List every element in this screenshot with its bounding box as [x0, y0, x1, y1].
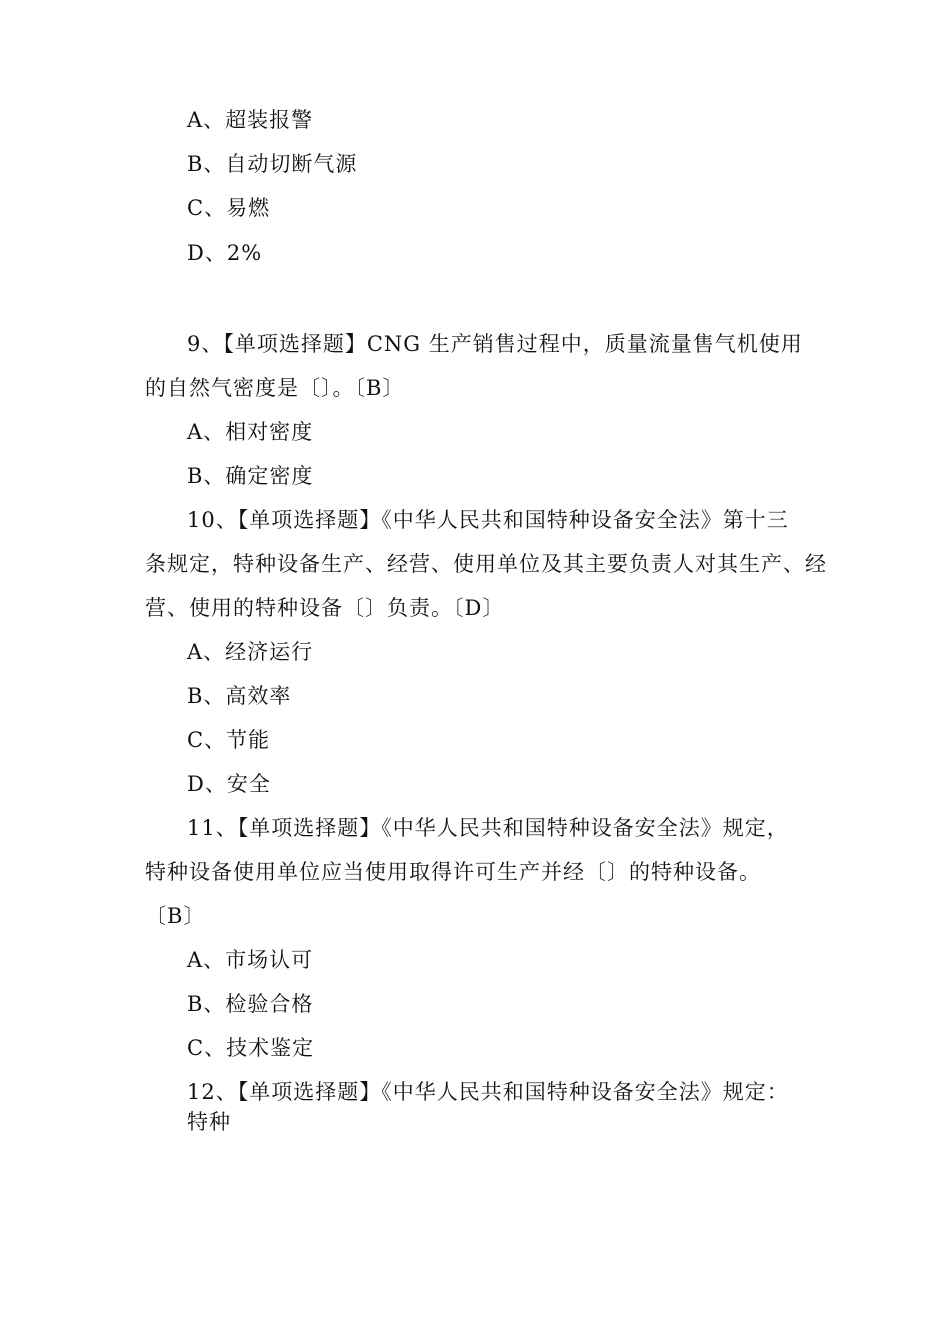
q9-stem-line-1: 9、【单项选择题】CNG 生产销售过程中，质量流量售气机使用 — [187, 332, 803, 356]
q11-stem-line-3: 〔B〕 — [145, 904, 206, 928]
q11-option-b: B、检验合格 — [187, 992, 314, 1016]
q9-stem-line-2: 的自然气密度是〔〕。〔B〕 — [145, 376, 405, 400]
q10-stem-line-1: 10、【单项选择题】《中华人民共和国特种设备安全法》第十三 — [187, 508, 789, 532]
q9-option-b: B、确定密度 — [187, 464, 314, 488]
q9-option-a: A、相对密度 — [187, 420, 314, 444]
q11-option-a: A、市场认可 — [187, 948, 314, 972]
q12-stem-line-1: 12、【单项选择题】《中华人民共和国特种设备安全法》规定： — [187, 1080, 789, 1104]
q8-option-d: D、2% — [187, 241, 263, 265]
q11-stem-line-2: 特种设备使用单位应当使用取得许可生产并经〔〕的特种设备。 — [145, 860, 761, 884]
q11-option-c: C、技术鉴定 — [187, 1036, 315, 1060]
q8-option-c: C、易燃 — [187, 196, 271, 220]
q10-option-a: A、经济运行 — [187, 640, 314, 664]
q12-stem-line-2: 特种 — [187, 1110, 231, 1134]
q8-option-a: A、超装报警 — [187, 108, 314, 132]
q8-option-b: B、自动切断气源 — [187, 152, 358, 176]
q10-option-b: B、高效率 — [187, 684, 292, 708]
q10-option-c: C、节能 — [187, 728, 271, 752]
q10-option-d: D、安全 — [187, 772, 271, 796]
q10-stem-line-2: 条规定，特种设备生产、经营、使用单位及其主要负责人对其生产、经 — [145, 552, 827, 576]
q11-stem-line-1: 11、【单项选择题】《中华人民共和国特种设备安全法》规定， — [187, 816, 789, 840]
q10-stem-line-3: 营、使用的特种设备〔〕负责。〔D〕 — [145, 596, 505, 620]
